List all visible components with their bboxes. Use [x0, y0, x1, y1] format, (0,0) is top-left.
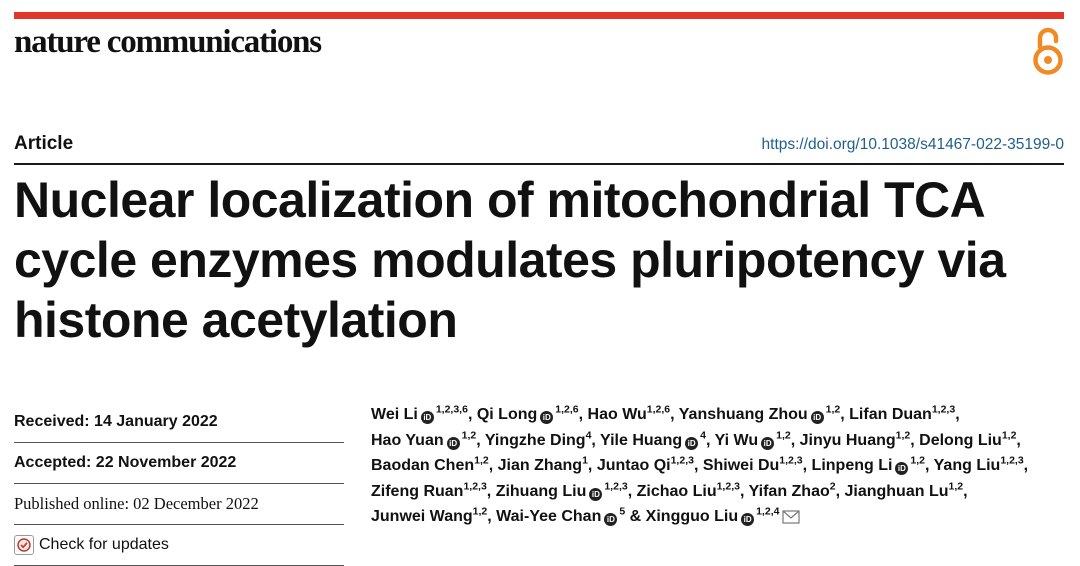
- author-name-text: Yifan Zhao: [748, 482, 830, 500]
- affiliation-numbers[interactable]: 1,2: [825, 403, 841, 416]
- orcid-icon[interactable]: iD: [421, 411, 434, 424]
- author-name-text: Zifeng Ruan: [371, 482, 464, 500]
- author-name[interactable]: [849, 403, 956, 423]
- affiliation-numbers[interactable]: 1,2,3: [1000, 454, 1024, 467]
- affiliation-numbers[interactable]: 1,2: [910, 454, 926, 467]
- author-name-text: Yanshuang Zhou: [678, 406, 808, 423]
- orcid-icon[interactable]: iD: [741, 513, 754, 526]
- article-dates: [14, 402, 344, 566]
- author-name-text: Baodan Chen: [371, 457, 475, 474]
- orcid-icon[interactable]: iD: [811, 411, 824, 424]
- author-name-text: Delong Liu: [919, 431, 1002, 449]
- affiliation-numbers[interactable]: 1,2,3: [716, 480, 740, 493]
- affiliation-numbers[interactable]: 1,2: [461, 429, 477, 442]
- author-name[interactable]: [933, 454, 1024, 474]
- author-name-text: Jinyu Huang: [799, 431, 896, 449]
- author-name-text: Yi Wu: [714, 431, 759, 449]
- author-name-text: Jian Zhang: [497, 457, 583, 474]
- affiliation-numbers[interactable]: 1,2,3: [670, 454, 694, 467]
- author-name[interactable]: [371, 505, 488, 525]
- author-name[interactable]: [919, 429, 1017, 449]
- author-name[interactable]: [587, 403, 671, 423]
- check-updates-label: Check for updates: [39, 536, 169, 553]
- author-name-text: Wai-Yee Chan: [496, 508, 602, 525]
- affiliation-numbers[interactable]: 1,2: [948, 480, 964, 493]
- author-name[interactable]: [811, 454, 926, 474]
- author-name-text: Lifan Duan: [849, 406, 932, 423]
- author-name[interactable]: [678, 403, 841, 423]
- author-name[interactable]: [714, 429, 791, 449]
- affiliation-numbers[interactable]: 4: [700, 429, 706, 442]
- author-name[interactable]: [476, 403, 579, 423]
- author-name[interactable]: [484, 429, 592, 449]
- author-conjunction: &: [629, 508, 642, 525]
- author-name-text: Zichao Liu: [636, 482, 717, 500]
- affiliation-numbers[interactable]: 1,2,3,6: [435, 403, 468, 416]
- affiliation-numbers[interactable]: 1,2,3: [604, 480, 628, 493]
- author-name-text: Yang Liu: [933, 457, 1001, 474]
- author-name-text: Hao Wu: [587, 406, 647, 423]
- affiliation-numbers[interactable]: 1,2: [776, 429, 791, 442]
- author-name-text: Xingguo Liu: [645, 508, 739, 525]
- title-divider: [14, 163, 1064, 165]
- orcid-icon[interactable]: iD: [447, 437, 460, 450]
- author-name-text: Shiwei Du: [702, 457, 780, 474]
- orcid-icon[interactable]: iD: [604, 513, 617, 526]
- author-name[interactable]: [495, 480, 628, 500]
- affiliation-numbers[interactable]: 1,2,3: [779, 454, 803, 467]
- check-for-updates-button[interactable]: [14, 525, 344, 566]
- affiliation-numbers[interactable]: 1: [582, 454, 588, 467]
- author-name[interactable]: [496, 505, 626, 525]
- affiliation-numbers[interactable]: 1,2,6: [646, 403, 671, 416]
- author-name[interactable]: [371, 454, 489, 474]
- author-name-text: Yingzhe Ding: [484, 431, 586, 449]
- author-name[interactable]: [799, 429, 911, 449]
- author-name[interactable]: [371, 429, 477, 449]
- affiliation-numbers[interactable]: 1,2,6: [555, 403, 579, 416]
- author-list: Wei Li iD$^{1,2,3,6}$, Qi Long iD$^{1,2,6}$, Hao Wu$^{1,2,6}$, Yanshuang Zhou iD$^{1,2}$, Lifan Duan$^{1,2,3}$, Hao Yuan iD$^{1,2}$, Yingzhe Ding$^4$, Yile Huang $iD^4$, Yi Wu iD$^{1,2}$, Jinyu Huang$^{1,2}$, Delong Liu$^{1,2}$, Baodan Chen$^{1,2}$, Jian Zhang$^1$, Juntao Qi$^{1,2,3}$, Shiwei Du$^{1,2,3}$, Linpeng Li iD$^{1,2}$, Yang Liu$^{1,2,3}$, Zifeng Ruan$^{1,2,3}$, Zihuang Liu iD$^{1,2,3}$, Zichao Liu$^{1,2,3}$, Yifan Zhao$^2$, Jianghuan Lu$^{1,2}$, Junwei Wang$^{1,2}$, Wai-Yee Chan $iD^5$ & Xingguo Liu iD$^{1,2,4}$: [371, 403, 1029, 525]
- author-name-text: Hao Yuan: [371, 431, 444, 449]
- affiliation-numbers[interactable]: 1,2,3: [463, 480, 487, 493]
- journal-accent-bar: [14, 12, 1064, 19]
- check-updates-icon: [14, 535, 34, 555]
- author-name[interactable]: [371, 480, 487, 500]
- author-name[interactable]: [748, 480, 836, 500]
- orcid-icon[interactable]: iD: [761, 437, 774, 450]
- affiliation-numbers[interactable]: 5: [619, 505, 626, 518]
- author-name[interactable]: [702, 454, 803, 474]
- author-name-text: Qi Long: [476, 406, 538, 423]
- author-name[interactable]: [497, 454, 588, 474]
- orcid-icon[interactable]: iD: [685, 437, 698, 450]
- orcid-icon[interactable]: iD: [589, 488, 602, 501]
- author-name-text: Yile Huang: [600, 431, 683, 449]
- affiliation-numbers[interactable]: 1,2: [472, 505, 488, 518]
- published-date: Published online: 02 December 2022: [14, 484, 344, 525]
- doi-link[interactable]: https://doi.org/10.1038/s41467-022-35199-0: [761, 136, 1064, 153]
- affiliation-numbers[interactable]: 1,2: [895, 429, 911, 442]
- affiliation-numbers[interactable]: 1,2,4: [756, 505, 780, 518]
- author-name[interactable]: [600, 429, 706, 449]
- affiliation-numbers[interactable]: 1,2,3: [931, 403, 956, 416]
- article-type: Article: [14, 133, 74, 154]
- author-name[interactable]: [636, 480, 740, 500]
- open-access-lock-icon: [1031, 25, 1065, 77]
- received-date: Received: 14 January 2022: [14, 402, 344, 443]
- orcid-icon[interactable]: iD: [540, 411, 553, 424]
- affiliation-numbers[interactable]: 1,2: [474, 454, 489, 467]
- author-name-text: Wei Li: [371, 406, 418, 423]
- envelope-icon[interactable]: [782, 510, 800, 524]
- author-name-text: Junwei Wang: [371, 508, 473, 525]
- accepted-date: Accepted: 22 November 2022: [14, 443, 344, 484]
- journal-name[interactable]: nature communications: [14, 24, 321, 60]
- author-name[interactable]: [371, 403, 468, 423]
- author-name[interactable]: [645, 505, 801, 525]
- author-name-text: Linpeng Li: [811, 457, 893, 474]
- orcid-icon[interactable]: iD: [895, 462, 908, 475]
- author-name-text: Zihuang Liu: [495, 482, 587, 500]
- author-name-text: Jianghuan Lu: [844, 482, 949, 500]
- author-name[interactable]: [596, 454, 694, 474]
- affiliation-numbers[interactable]: 1,2: [1001, 429, 1017, 442]
- article-title: Nuclear localization of mitochondrial TCA cycle enzymes modulates pluripotency via histone acetylation: [14, 172, 1006, 348]
- affiliation-numbers[interactable]: 4: [585, 429, 592, 442]
- affiliation-numbers[interactable]: 2: [829, 480, 836, 493]
- author-name-text: Juntao Qi: [596, 457, 671, 474]
- author-name[interactable]: [844, 480, 964, 500]
